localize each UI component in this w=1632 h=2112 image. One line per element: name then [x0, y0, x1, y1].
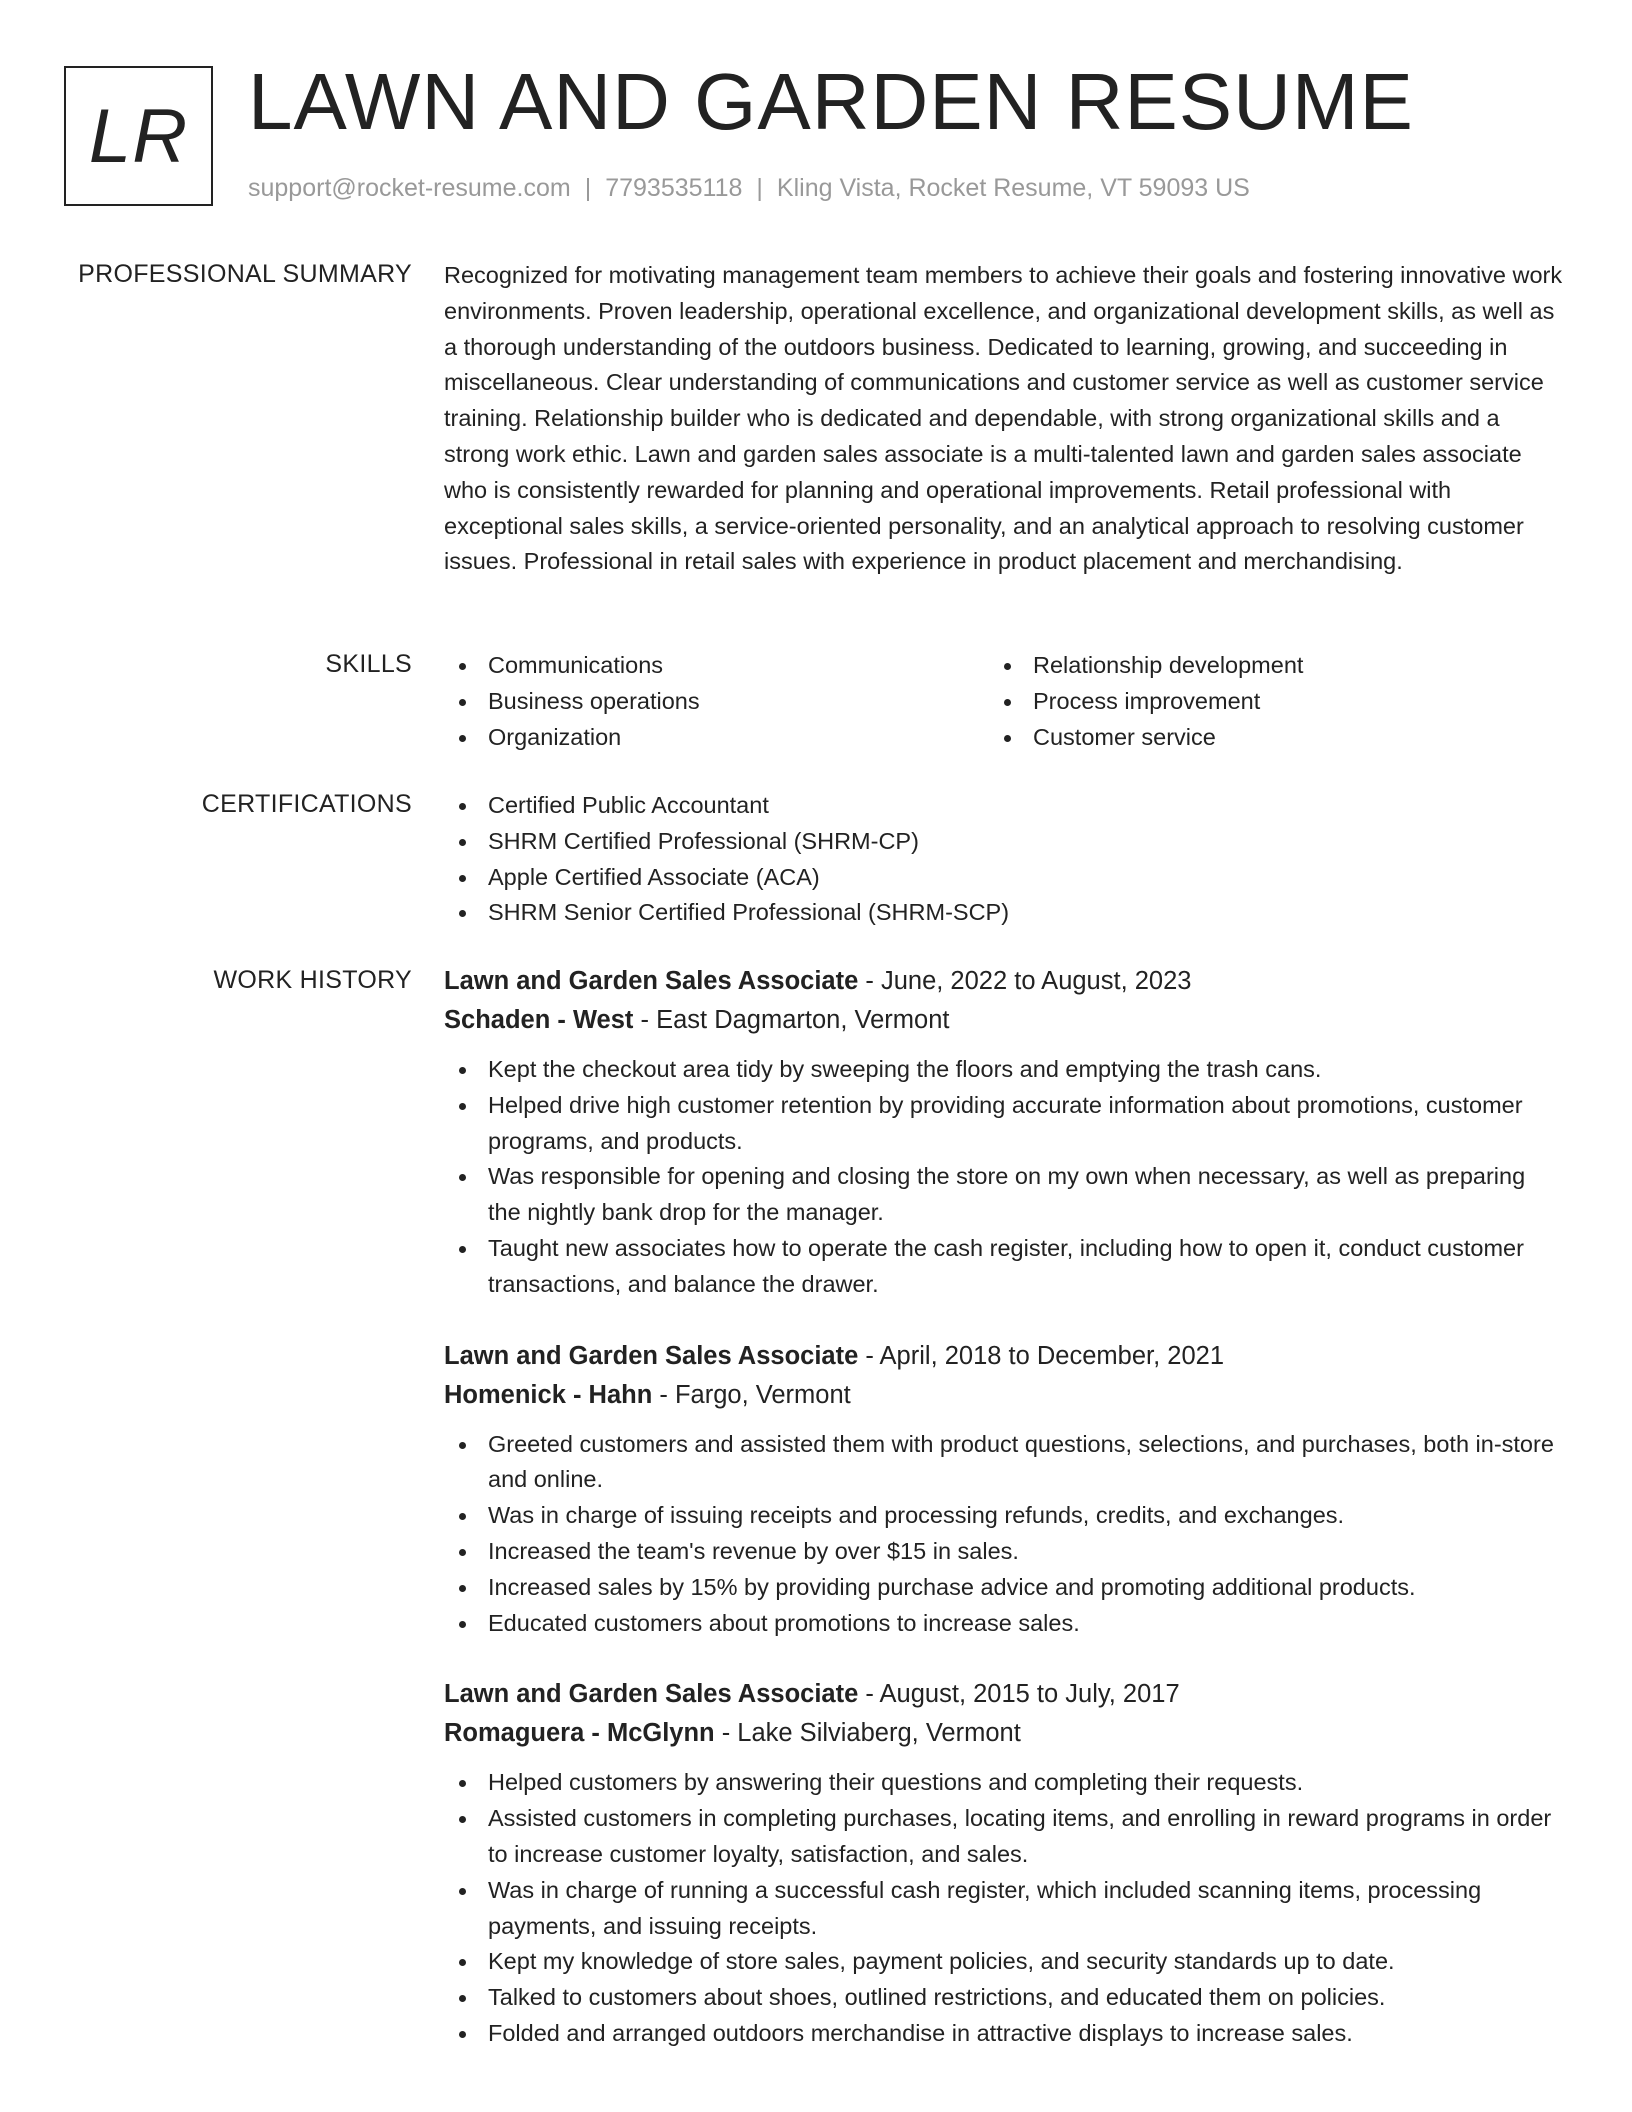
job-bullet: Educated customers about promotions to increase sales.	[444, 1606, 1564, 1642]
job-location: - Lake Silviaberg, Vermont	[714, 1719, 1021, 1748]
skill-item: Communications	[444, 648, 989, 684]
resume-title: LAWN AND GARDEN RESUME	[248, 57, 1414, 146]
job-bullet: Helped drive high customer retention by providing accurate information about promotions, customer programs, and products.	[444, 1088, 1564, 1160]
certifications-heading: CERTIFICATIONS	[201, 790, 412, 818]
skills-list-right	[989, 648, 1534, 755]
job-bullets	[444, 1427, 1564, 1642]
job-title-line	[444, 1675, 1564, 1714]
certifications-body	[444, 788, 1564, 931]
job-bullet: Folded and arranged outdoors merchandise in attractive displays to increase sales.	[444, 2016, 1564, 2052]
job-bullet: Was in charge of running a successful cash register, which included scanning items, processing payments, and issuing receipts.	[444, 1873, 1564, 1945]
skills-list-left	[444, 648, 989, 755]
job-bullet: Helped customers by answering their questions and completing their requests.	[444, 1765, 1564, 1801]
job-entry	[444, 1675, 1564, 2051]
job-title-line	[444, 1337, 1564, 1376]
contact-separator: |	[756, 174, 763, 202]
skill-item: Organization	[444, 720, 989, 756]
job-title: Lawn and Garden Sales Associate	[444, 1680, 859, 1709]
summary-body	[444, 258, 1564, 580]
job-title: Lawn and Garden Sales Associate	[444, 1341, 859, 1370]
skill-item: Business operations	[444, 684, 989, 720]
skill-item: Process improvement	[989, 684, 1534, 720]
job-bullet: Kept my knowledge of store sales, payment policies, and security standards up to date.	[444, 1944, 1564, 1980]
certifications-list	[444, 788, 1564, 931]
job-company-line	[444, 1714, 1564, 1753]
job-title: Lawn and Garden Sales Associate	[444, 967, 859, 995]
job-dates: - April, 2018 to December, 2021	[858, 1341, 1225, 1370]
job-bullets	[444, 1765, 1564, 2051]
job-bullet: Greeted customers and assisted them with product questions, selections, and purchases, both in-store and online.	[444, 1427, 1564, 1499]
contact-phone[interactable]: 7793535118	[605, 174, 743, 202]
certification-item: SHRM Senior Certified Professional (SHRM-SCP)	[444, 895, 1564, 931]
job-bullet: Increased sales by 15% by providing purchase advice and promoting additional products.	[444, 1570, 1564, 1606]
skill-item: Customer service	[989, 720, 1534, 756]
job-company-line	[444, 1376, 1564, 1415]
job-bullet: Was in charge of issuing receipts and processing refunds, credits, and exchanges.	[444, 1498, 1564, 1534]
job-dates: - August, 2015 to July, 2017	[858, 1680, 1180, 1709]
job-bullet: Assisted customers in completing purchases, locating items, and enrolling in reward programs in order to increase customer loyalty, satisfaction, and sales.	[444, 1801, 1564, 1873]
job-bullet: Taught new associates how to operate the cash register, including how to open it, conduct customer transactions, and balance the drawer.	[444, 1231, 1564, 1303]
certification-item: Apple Certified Associate (ACA)	[444, 860, 1564, 896]
job-bullet: Talked to customers about shoes, outlined restrictions, and educated them on policies.	[444, 1980, 1564, 2016]
work-history-body	[444, 962, 1564, 2086]
job-company: Romaguera - McGlynn	[444, 1719, 715, 1748]
job-entry	[444, 1337, 1564, 1642]
job-location: - Fargo, Vermont	[652, 1380, 851, 1409]
certification-item: Certified Public Accountant	[444, 788, 1564, 824]
skill-item: Relationship development	[989, 648, 1534, 684]
job-bullet: Kept the checkout area tidy by sweeping the floors and emptying the trash cans.	[444, 1052, 1564, 1088]
job-company: Homenick - Hahn	[444, 1380, 653, 1409]
skills-heading: SKILLS	[325, 650, 412, 678]
contact-line	[248, 174, 1250, 203]
monogram-logo: LR	[64, 66, 213, 206]
contact-separator: |	[584, 174, 592, 202]
job-location: - East Dagmarton, Vermont	[633, 1006, 950, 1034]
job-company-line	[444, 1001, 1564, 1040]
work-history-heading: WORK HISTORY	[213, 966, 412, 994]
job-bullets	[444, 1052, 1564, 1303]
job-dates: - June, 2022 to August, 2023	[858, 967, 1192, 995]
job-bullet: Increased the team's revenue by over $15 in sales.	[444, 1534, 1564, 1570]
job-title-line	[444, 962, 1564, 1001]
contact-address: Kling Vista, Rocket Resume, VT 59093 US	[776, 174, 1250, 202]
summary-heading: PROFESSIONAL SUMMARY	[78, 260, 412, 288]
skills-body	[444, 648, 1564, 755]
job-company: Schaden - West	[444, 1006, 634, 1034]
contact-email[interactable]: support@rocket-resume.com	[248, 174, 571, 202]
summary-text: Recognized for motivating management team members to achieve their goals and fostering innovative work environments. Proven leadership, operational excellence, and organizational development skills, as well as a thorough understanding of the outdoors business. Dedicated to learning, growing, and succeeding in miscellaneous. Clear understanding of communications and customer service as well as customer service training. Relationship builder who is dedicated and dependable, with strong organizational skills and a strong work ethic. Lawn and garden sales associate is a multi-talented lawn and garden sales associate who is consistently rewarded for planning and operational improvements. Retail professional with exceptional sales skills, a service-oriented personality, and an analytical approach to resolving customer issues. Professional in retail sales with experience in product placement and merchandising.	[444, 262, 1563, 575]
certification-item: SHRM Certified Professional (SHRM-CP)	[444, 824, 1564, 860]
job-entry	[444, 962, 1564, 1303]
job-bullet: Was responsible for opening and closing the store on my own when necessary, as well as preparing the nightly bank drop for the manager.	[444, 1159, 1564, 1231]
